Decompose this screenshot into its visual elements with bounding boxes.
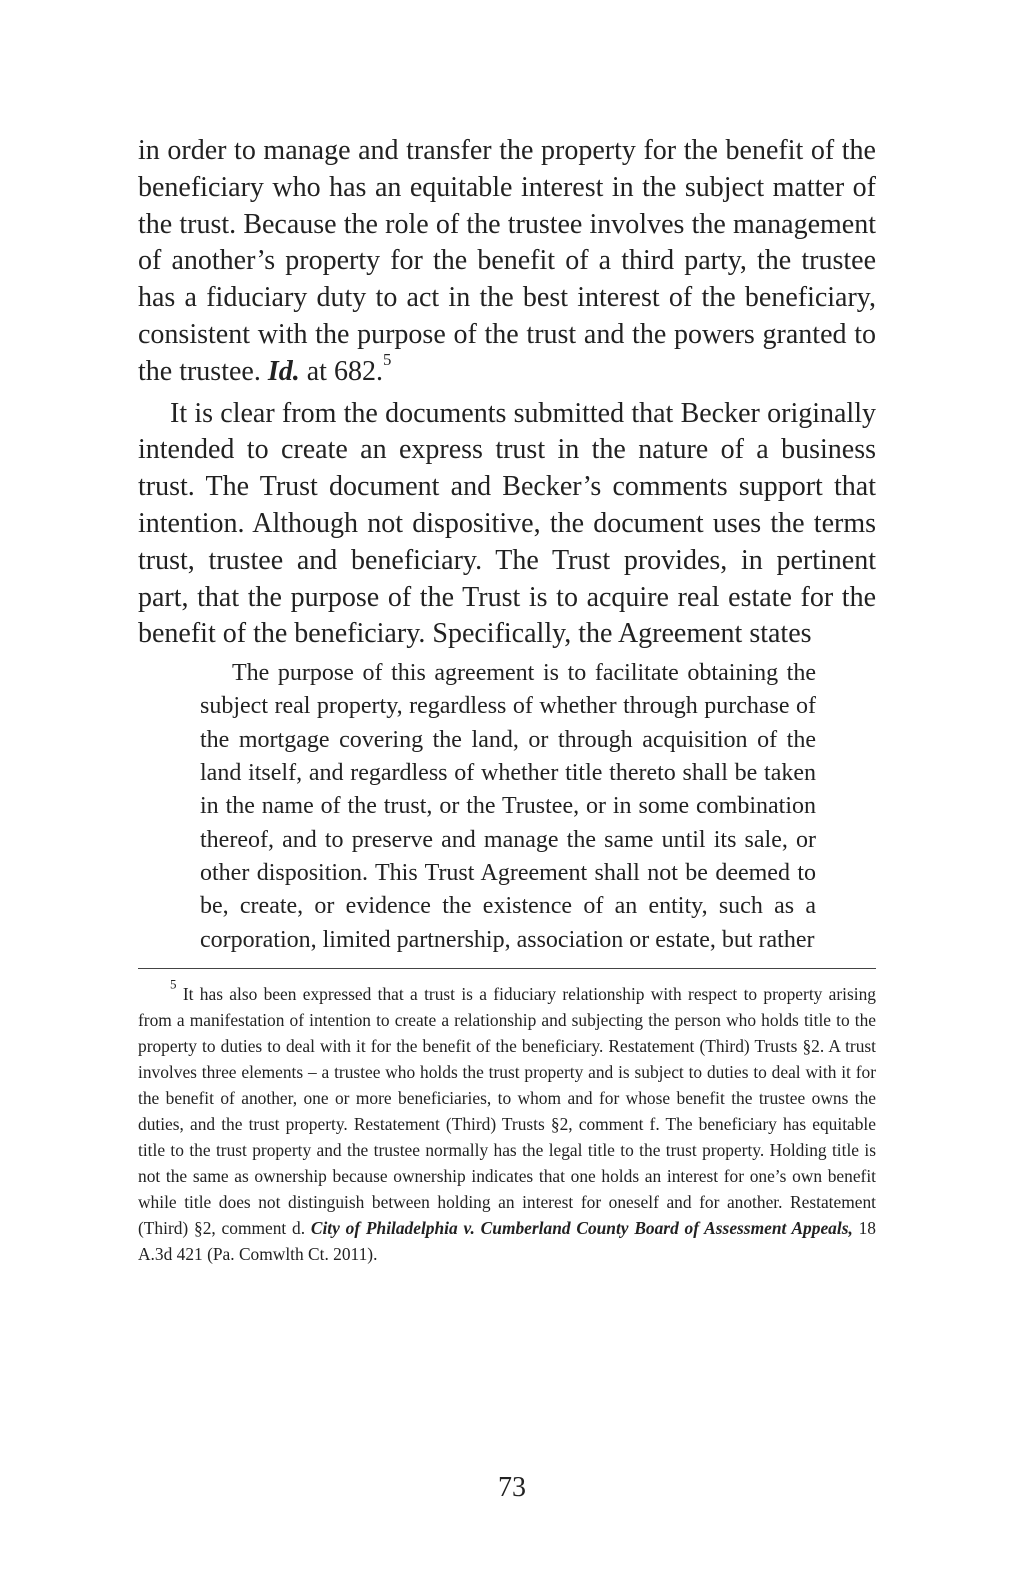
footnote-5 bbox=[138, 976, 876, 1267]
pin-cite: at 682. bbox=[299, 355, 383, 387]
body-paragraph-2: It is clear from the documents submitted that Becker originally intended to create an express trust in the nature of a business trust. The Trust document and Becker’s comments support that intention. Although not dispositive, the document uses the terms trust, trustee and beneficiary. The Trust provides, in pertinent part, that the purpose of the Trust is to acquire real estate for the benefit of the beneficiary. Specifically, the Agreement states bbox=[138, 397, 876, 650]
body-paragraph-1 bbox=[138, 133, 876, 391]
case-citation: 18 A.3d 421 (Pa. Comwlth Ct. 2011). bbox=[138, 1217, 876, 1264]
case-name: City of Philadelphia v. Cumberland County Board of Assessment Appeals, bbox=[310, 1217, 853, 1238]
page-number: 73 bbox=[498, 1472, 526, 1503]
page-content bbox=[138, 133, 876, 1284]
footnote-number: 5 bbox=[170, 976, 177, 992]
footnote-text: It has also been expressed that a trust is a fiduciary relationship with respect to property arising from a manifestation of intention to create a relationship and subjecting the person who holds title to the property to duties to deal with it for the benefit of the beneficiary. Restatement (Third) Trusts §2. A trust involves three elements – a trustee who holds the trust property and is subject to duties to deal with it for the benefit of another, one or more beneficiaries, to whom and for whose benefit the trustee owns the duties, and the trust property. Restatement (Third) Trusts §2, comment f. The beneficiary has equitable title to the trust property and the trustee normally has the legal title to the trust property. Holding title is not the same as ownership because ownership indicates that one holds an interest for one’s own benefit while title does not distinguish between holding an interest for oneself and for another. Restatement (Third) §2, comment d. bbox=[138, 983, 876, 1238]
footnote-divider bbox=[138, 968, 876, 969]
paragraph-1-text: in order to manage and transfer the property for the benefit of the beneficiary who has an equitable interest in the subject matter of the trust. Because the role of the trustee involves the management of another’s property for the benefit of a third party, the trustee has a fiduciary duty to act in the best interest of the beneficiary, consistent with the purpose of the trust and the powers granted to the trustee. bbox=[138, 135, 876, 387]
block-quote: The purpose of this agreement is to facilitate obtaining the subject real property, regardless of whether through purchase of the mortgage covering the land, or through acquisition of the land itself, and regardless of whether title thereto shall be taken in the name of the trust, or the Trustee, or in some combination thereof, and to preserve and manage the same until its sale, or other disposition. This Trust Agreement shall not be deemed to be, create, or evidence the existence of an entity, such as a corporation, limited partnership, association or estate, but rather bbox=[200, 660, 816, 953]
id-citation: Id. bbox=[267, 355, 300, 387]
footnote-reference[interactable]: 5 bbox=[382, 349, 392, 369]
